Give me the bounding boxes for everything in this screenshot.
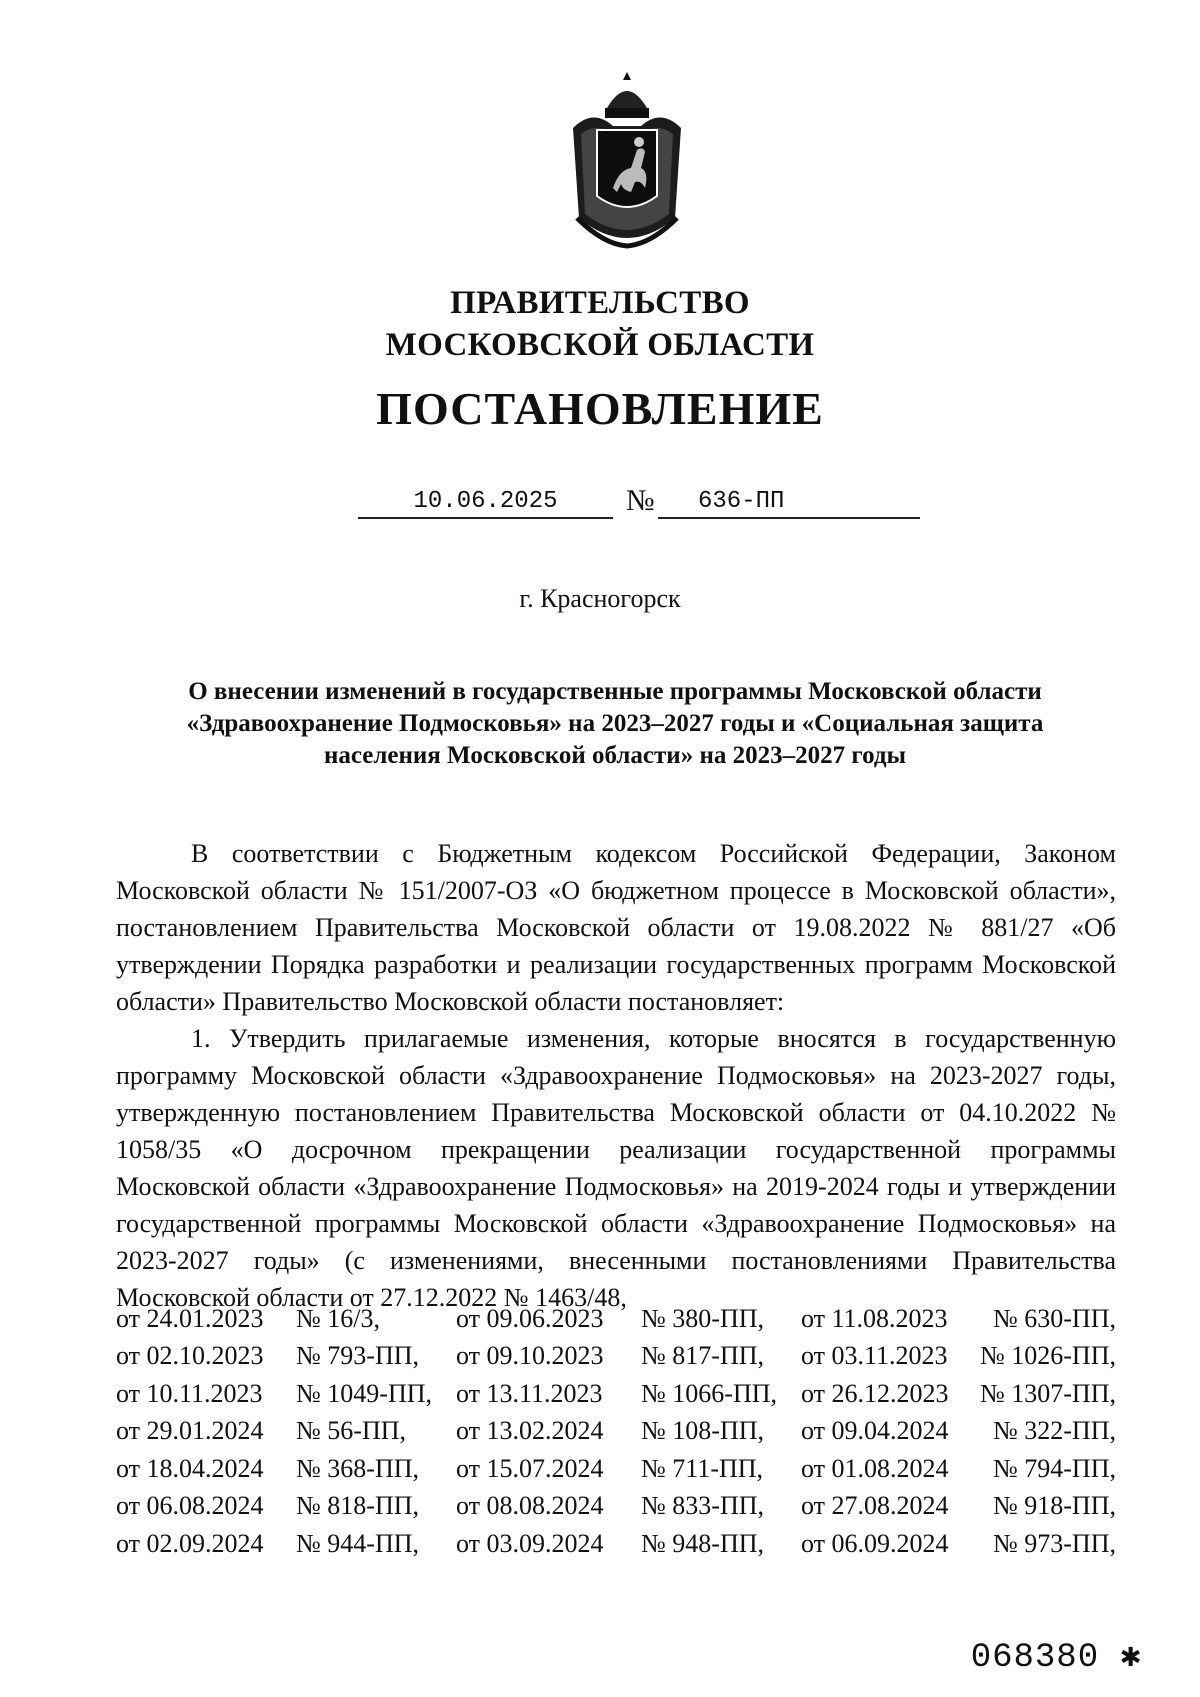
amendment-number: № 973-ПП, (992, 1528, 1116, 1558)
amendment-number: № 1049-ПП, (296, 1378, 433, 1408)
government-title (0, 282, 1200, 366)
city-label: г. Красногорск (519, 584, 681, 613)
document-date: 10.06.2025 (358, 488, 613, 519)
amendment-number: № 1066-ПП, (641, 1378, 778, 1408)
amendment-date: от 01.08.2024 (801, 1453, 949, 1483)
amendment-date: от 15.07.2024 (456, 1453, 604, 1483)
amendment-date: от 26.12.2023 (801, 1378, 949, 1408)
amendment-row (116, 1338, 1116, 1376)
amendment-date: от 18.04.2024 (116, 1453, 264, 1483)
government-line-2: МОСКОВСКОЙ ОБЛАСТИ (385, 327, 815, 363)
amendment-date: от 10.11.2023 (116, 1378, 263, 1408)
amendment-row (116, 1525, 1116, 1563)
amendment-number: № 948-ПП, (641, 1528, 765, 1558)
amendment-row (116, 1375, 1116, 1413)
amendment-number: № 368-ПП, (296, 1453, 420, 1483)
registration-line (358, 484, 920, 522)
amendment-number: № 833-ПП, (641, 1491, 765, 1521)
subject-line-1: О внесении изменений в государственные программы Московской области (188, 678, 1042, 705)
amendment-number: № 818-ПП, (296, 1491, 420, 1521)
number-sign: № (626, 484, 655, 517)
amendment-date: от 03.11.2023 (801, 1341, 948, 1371)
amendment-date: от 02.09.2024 (116, 1528, 264, 1558)
amendment-date: от 09.10.2023 (456, 1341, 604, 1371)
document-number: 636-ПП (658, 488, 920, 519)
amendment-number: № 630-ПП, (992, 1303, 1116, 1333)
preamble-paragraph: В соответствии с Бюджетным кодексом Российской Федерации, Законом Московской области № 151/2007-ОЗ «О бюджетном процессе в Московской области», постановлением Правительства Московской области от 19.08.2022 № 881/27 «Об утверждении Порядка разработки и реализации государственных программ Московской области» Правительство Московской области постановляет: (116, 839, 1116, 1016)
amendment-row (116, 1300, 1116, 1338)
amendment-date: от 09.04.2024 (801, 1416, 949, 1446)
amendment-row (116, 1450, 1116, 1488)
amendment-date: от 29.01.2024 (116, 1416, 264, 1446)
coat-of-arms-icon (563, 68, 691, 253)
amendment-number: № 817-ПП, (641, 1341, 765, 1371)
document-body (116, 835, 1116, 1316)
amendments-table (116, 1300, 1116, 1563)
document-type: ПОСТАНОВЛЕНИЕ (376, 383, 824, 434)
amendment-number: № 1026-ПП, (979, 1341, 1116, 1371)
amendment-number: № 794-ПП, (992, 1453, 1116, 1483)
amendment-date: от 06.08.2024 (116, 1491, 264, 1521)
amendment-date: от 24.01.2023 (116, 1303, 264, 1333)
amendment-number: № 1307-ПП, (979, 1378, 1116, 1408)
amendment-date: от 27.08.2024 (801, 1491, 949, 1521)
amendment-date: от 08.08.2024 (456, 1491, 604, 1521)
amendment-date: от 02.10.2023 (116, 1341, 264, 1371)
amendment-date: от 13.11.2023 (456, 1378, 603, 1408)
amendment-date: от 09.06.2023 (456, 1303, 604, 1333)
subject-line-3: населения Московской области» на 2023–2027 годы (323, 742, 907, 769)
amendment-date: от 03.09.2024 (456, 1528, 604, 1558)
amendment-row (116, 1413, 1116, 1451)
amendment-number: № 711-ПП, (641, 1453, 764, 1483)
amendment-number: № 322-ПП, (992, 1416, 1116, 1446)
amendment-number: № 108-ПП, (641, 1416, 765, 1446)
amendment-number: № 56-ПП, (296, 1416, 407, 1446)
amendment-date: от 11.08.2023 (801, 1303, 948, 1333)
serial-number (971, 1635, 1142, 1677)
amendment-row (116, 1488, 1116, 1526)
government-line-1: ПРАВИТЕЛЬСТВО (450, 285, 750, 321)
amendment-number: № 16/3, (296, 1303, 381, 1333)
amendment-number: № 918-ПП, (992, 1491, 1116, 1521)
subject-line-2: «Здравоохранение Подмосковья» на 2023–2027 годы и «Социальная защита (186, 710, 1044, 737)
amendment-number: № 793-ПП, (296, 1341, 420, 1371)
amendment-date: от 06.09.2024 (801, 1528, 949, 1558)
serial-digits: 068380 (970, 1639, 1100, 1677)
amendment-date: от 13.02.2024 (456, 1416, 604, 1446)
amendment-number: № 380-ПП, (641, 1303, 765, 1333)
asterisk-icon: ✱ (1120, 1639, 1142, 1677)
document-subject (120, 676, 1110, 772)
amendment-number: № 944-ПП, (296, 1528, 420, 1558)
item-1-paragraph: 1. Утвердить прилагаемые изменения, которые вносятся в государственную программу Московской области «Здравоохранение Подмосковья» на 2023-2027 годы, утвержденную постановлением Правительства Московской области от 04.10.2022 № 1058/35 «О досрочном прекращении реализации государственной программы Московской области «Здравоохранение Подмосковья» на 2019-2024 годы и утверждении государственной программы Московской области «Здравоохранение Подмосковья» на 2023-2027 годы» (с изменениями, внесенными постановлениями Правительства Московской области от 27.12.2022 № 1463/48, (116, 1024, 1116, 1312)
